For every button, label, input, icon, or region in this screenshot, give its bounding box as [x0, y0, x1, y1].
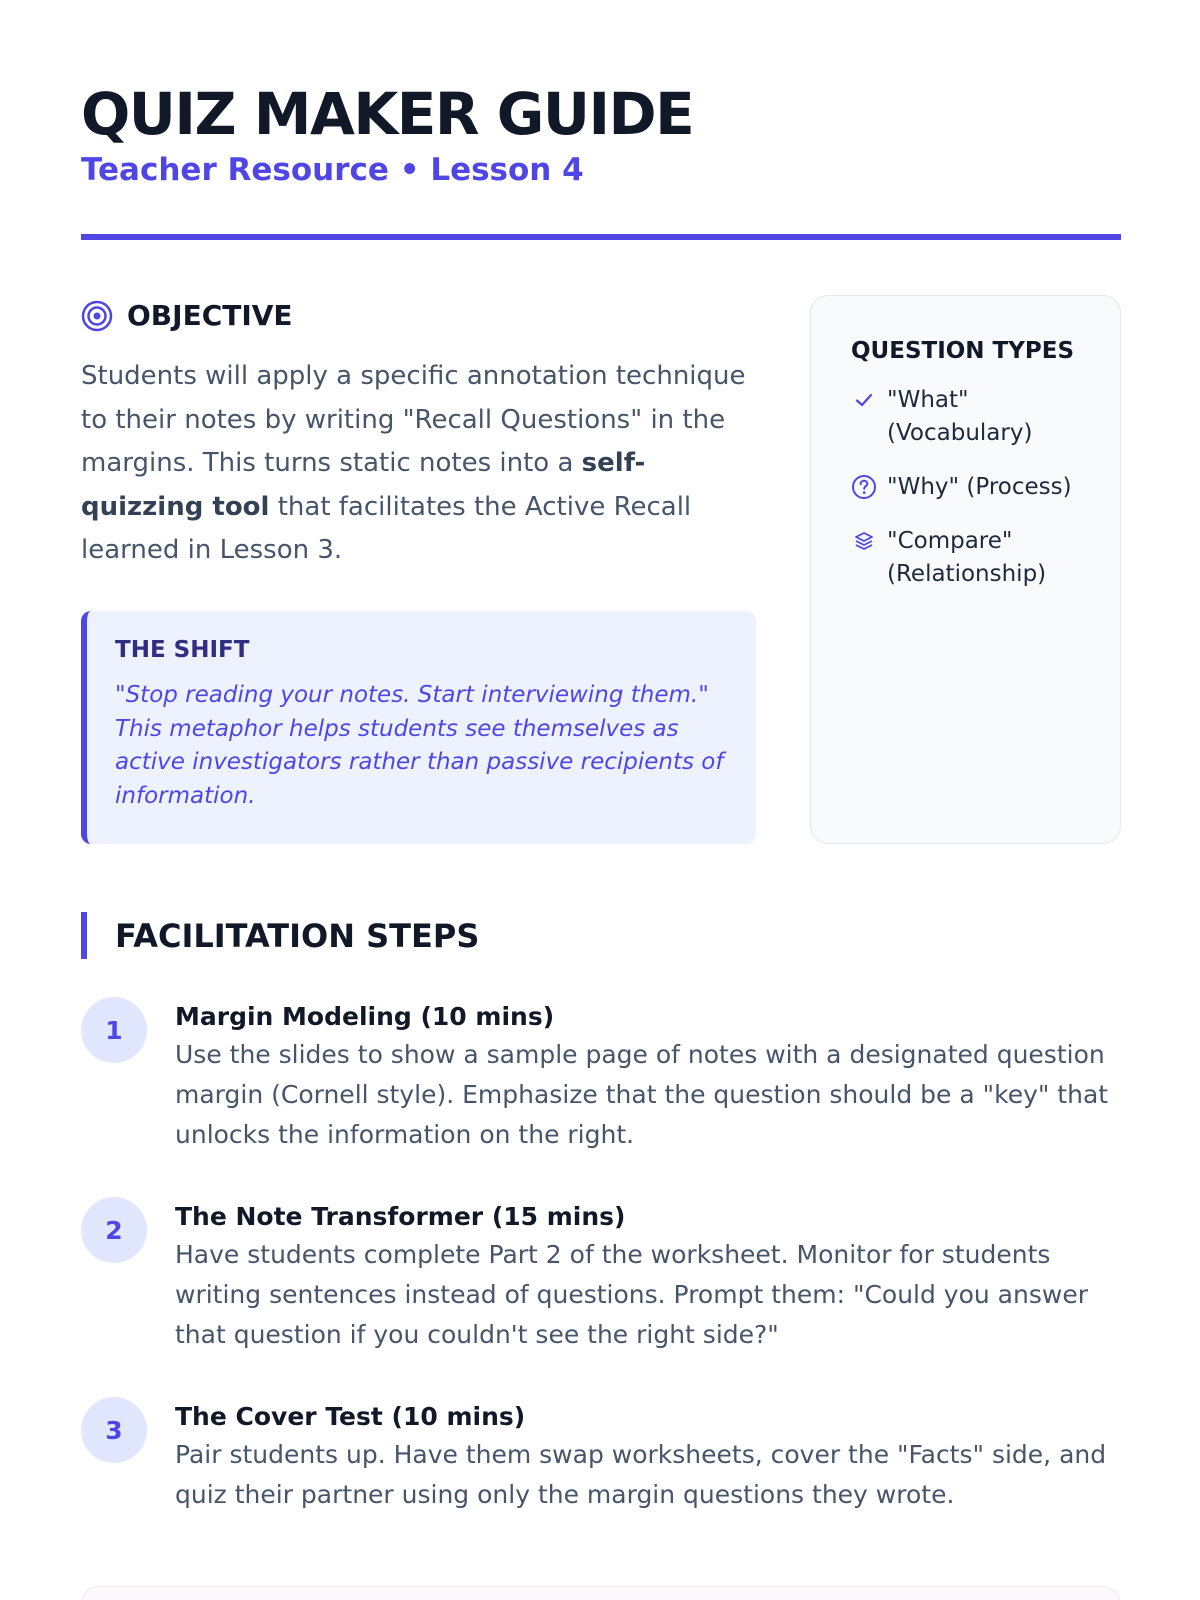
- step-number-badge: 3: [81, 1397, 147, 1463]
- objective-text-end: that facilitates the Active Recall learned in Lesson 3.: [81, 491, 692, 565]
- question-types-list: [851, 384, 1096, 591]
- step-number-badge: 2: [81, 1197, 147, 1263]
- objective-heading: OBJECTIVE: [127, 299, 293, 332]
- step-title: The Cover Test (10 mins): [175, 1402, 526, 1431]
- list-item: [851, 384, 1096, 450]
- layers-icon: [851, 528, 877, 554]
- page-subtitle: Teacher Resource • Lesson 4: [81, 152, 584, 188]
- facilitation-steps-header: [81, 912, 479, 959]
- step-title: The Note Transformer (15 mins): [175, 1202, 626, 1231]
- step-content: [175, 1197, 1121, 1355]
- question-type-label: "What" (Vocabulary): [887, 387, 1033, 446]
- question-type-label: "Compare" (Relationship): [887, 528, 1047, 587]
- question-circle-icon: [851, 474, 877, 500]
- objective-text-emphasis: self-quizzing tool: [81, 448, 646, 522]
- step-description: Use the slides to show a sample page of notes with a designated question margin (Cornell style). Emphasize that the question should be a "key" that unlocks the information on the right.: [175, 1040, 1109, 1149]
- step-description: Have students complete Part 2 of the worksheet. Monitor for students writing sentences instead of questions. Prompt them: "Could you answer that question if you couldn't see the right side?": [175, 1240, 1088, 1349]
- list-item: [851, 471, 1096, 504]
- facilitation-steps-heading: FACILITATION STEPS: [115, 916, 480, 955]
- next-section-card: [81, 1586, 1121, 1600]
- page-title: QUIZ MAKER GUIDE: [81, 80, 694, 148]
- step-description: Pair students up. Have them swap worksheets, cover the "Facts" side, and quiz their partner using only the margin questions they wrote.: [175, 1440, 1107, 1509]
- question-type-label: "Why" (Process): [887, 474, 1072, 500]
- step-title: Margin Modeling (10 mins): [175, 1002, 555, 1031]
- shift-heading: THE SHIFT: [115, 637, 250, 663]
- step-number-badge: 1: [81, 997, 147, 1063]
- question-types-card: [810, 295, 1121, 844]
- step-content: [175, 1397, 1121, 1515]
- question-types-heading: QUESTION TYPES: [851, 338, 1075, 364]
- shift-callout: [81, 611, 756, 844]
- check-icon: [851, 387, 877, 413]
- list-item: [851, 525, 1096, 591]
- header-divider: [81, 234, 1121, 240]
- step-content: [175, 997, 1121, 1155]
- objective-header: [81, 296, 293, 336]
- target-icon: [81, 300, 113, 332]
- objective-text-start: Students will apply a specific annotation technique to their notes by writing "Recall Questions" in the margins. This turns static notes into a: [81, 361, 746, 478]
- shift-text: "Stop reading your notes. Start interviewing them." This metaphor helps students see themselves as active investigators rather than passive recipients of information.: [115, 682, 724, 809]
- objective-text: [81, 355, 761, 573]
